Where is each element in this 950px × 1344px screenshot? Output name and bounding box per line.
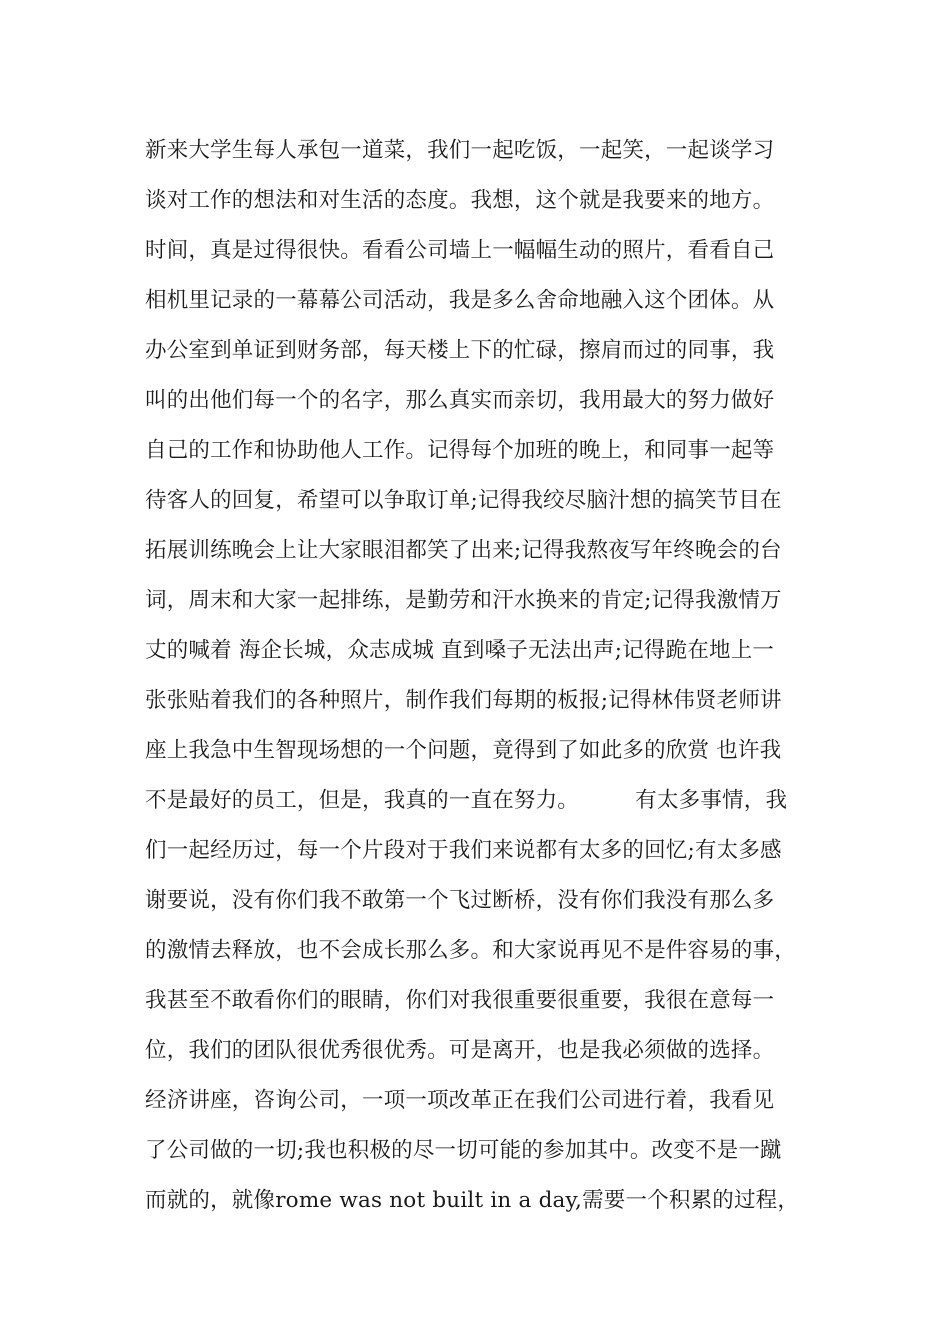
- text-line: 谈对工作的想法和对生活的态度。我想，这个就是我要来的地方。: [145, 188, 775, 213]
- text-line: 张张贴着我们的各种照片，制作我们每期的板报;记得林伟贤老师讲: [145, 688, 782, 713]
- text-line: 座上我急中生智现场想的一个问题，竟得到了如此多的欣赏 也许我: [145, 738, 782, 763]
- text-line: 办公室到单证到财务部，每天楼上下的忙碌，擦肩而过的同事，我: [145, 338, 775, 363]
- text-line: 相机里记录的一幕幕公司活动，我是多么舍命地融入这个团体。从: [145, 288, 775, 313]
- text-line: 谢要说，没有你们我不敢第一个飞过断桥，没有你们我没有那么多: [145, 888, 775, 913]
- text-line: 词，周末和大家一起排练，是勤劳和汗水换来的肯定;记得我激情万: [145, 588, 782, 613]
- text-line: 了公司做的一切;我也积极的尽一切可能的参加其中。改变不是一蹴: [145, 1138, 782, 1163]
- text-line: 而就的，就像rome was not built in a day,需要一个积累的过程，: [145, 1188, 800, 1213]
- text-line: 们一起经历过，每一个片段对于我们来说都有太多的回忆;有太多感: [145, 838, 782, 863]
- text-line: 叫的出他们每一个的名字，那么真实而亲切，我用最大的努力做好: [145, 388, 775, 413]
- text-line: 拓展训练晚会上让大家眼泪都笑了出来;记得我熬夜写年终晚会的台: [145, 538, 782, 563]
- text-line: 不是最好的员工，但是，我真的一直在努力。 有太多事情，我: [145, 788, 788, 813]
- text-line: 经济讲座，咨询公司，一项一项改革正在我们公司进行着，我看见: [145, 1088, 775, 1113]
- text-line: 的激情去释放，也不会成长那么多。和大家说再见不是件容易的事，: [145, 938, 797, 963]
- text-line: 时间，真是过得很快。看看公司墙上一幅幅生动的照片，看看自己: [145, 238, 775, 263]
- text-line: 新来大学生每人承包一道菜，我们一起吃饭，一起笑，一起谈学习: [145, 138, 775, 163]
- text-line: 我甚至不敢看你们的眼睛，你们对我很重要很重要，我很在意每一: [145, 988, 775, 1013]
- text-line: 待客人的回复，希望可以争取订单;记得我绞尽脑汁想的搞笑节目在: [145, 488, 782, 513]
- text-line: 自己的工作和协助他人工作。记得每个加班的晚上，和同事一起等: [145, 438, 775, 463]
- text-line: 位，我们的团队很优秀很优秀。可是离开，也是我必须做的选择。: [145, 1038, 775, 1063]
- body-text: [145, 126, 825, 1226]
- text-line: 丈的喊着 海企长城，众志成城 直到嗓子无法出声;记得跪在地上一: [145, 638, 775, 663]
